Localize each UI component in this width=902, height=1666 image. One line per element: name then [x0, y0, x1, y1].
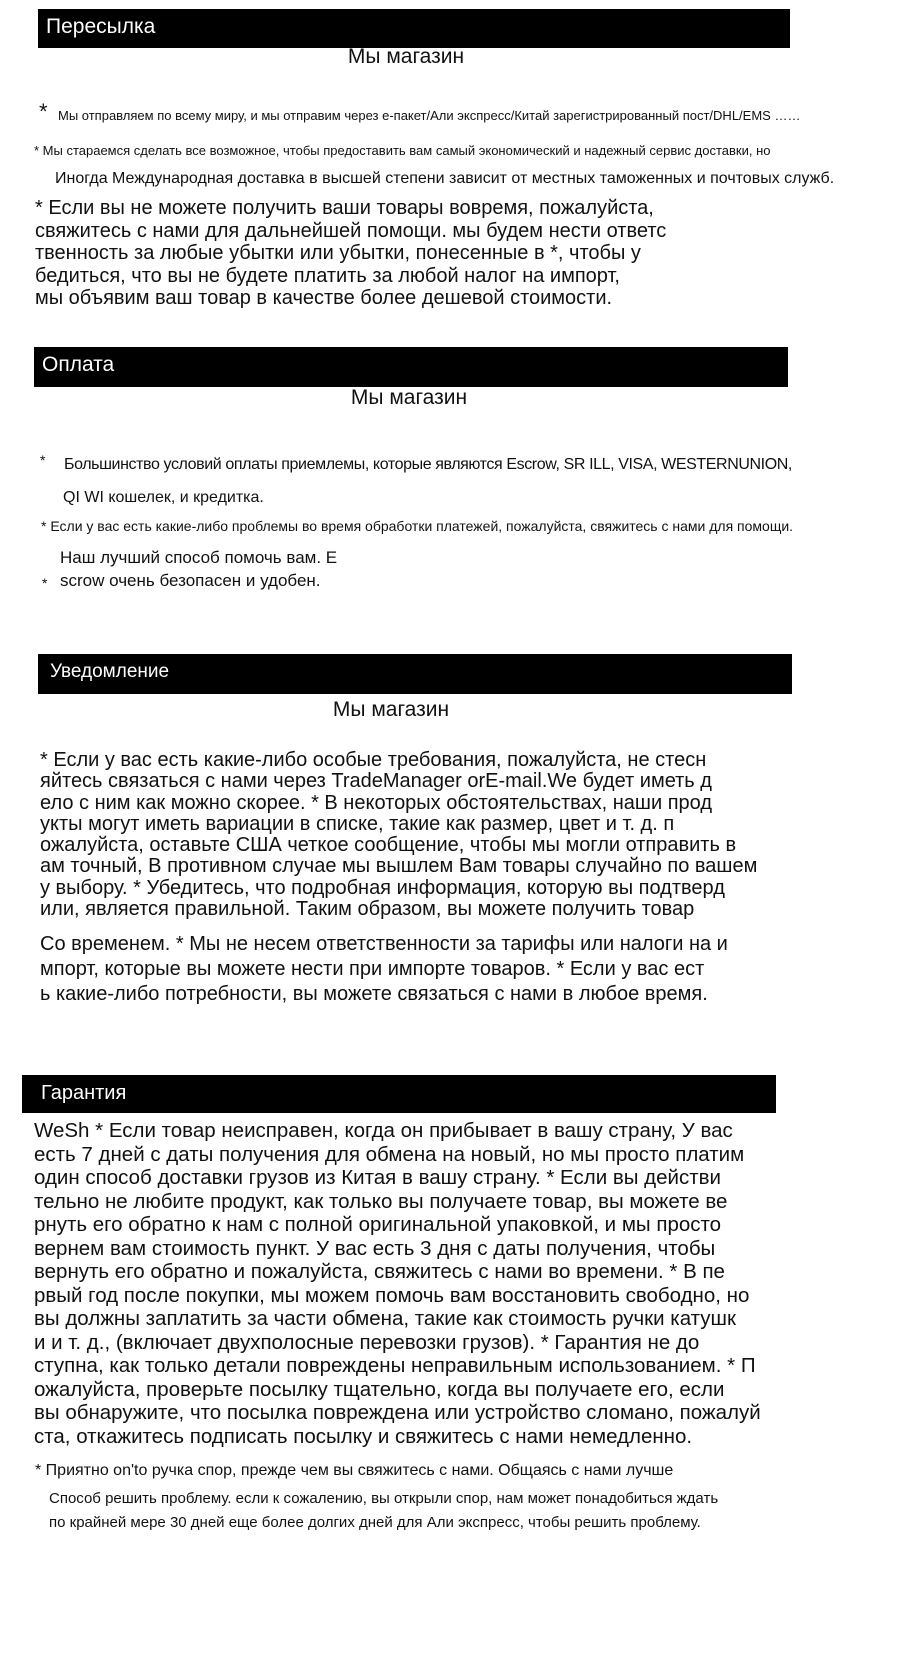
shipping-line-2: * Мы стараемся сделать все возможное, чтобы предоставить вам самый экономический и надежный сервис доставки, но: [34, 143, 771, 158]
paragraph-line: * Если вы не можете получить ваши товары вовремя, пожалуйста,: [35, 197, 654, 219]
paragraph-line: или, является правильной. Таким образом, вы можете получить товар: [40, 898, 695, 921]
paragraph-line: ь какие-либо потребности, вы можете связаться с нами в любое время.: [40, 983, 708, 1005]
warranty-paragraph: [34, 1119, 761, 1448]
paragraph-line: мы объявим ваш товар в качестве более дешевой стоимости.: [35, 287, 613, 309]
paragraph-line: ожалуйста, оставьте США четкое сообщение, чтобы мы могли отправить в: [40, 834, 737, 857]
bullet-star: *: [40, 452, 46, 468]
section-header-notice: [38, 654, 792, 692]
paragraph-line: мпорт, которые вы можете нести при импорте товаров. * Если у вас ест: [40, 958, 705, 980]
section-header-payment: [34, 347, 788, 385]
paragraph-line: яйтесь связаться с нами через TradeManager orE-mail.We будет иметь д: [40, 770, 712, 793]
shipping-line-3: Иногда Международная доставка в высшей степени зависит от местных таможенных и почтовых служб.: [55, 170, 835, 187]
warranty-line-2: Способ решить проблему. если к сожалению, вы открыли спор, нам может понадобиться ждать: [49, 1490, 719, 1507]
paragraph-line: Со временем. * Мы не несем ответственности за тарифы или налоги на и: [40, 933, 728, 955]
paragraph-line: ожалуйста, проверьте посылку тщательно, когда вы получаете его, если: [34, 1377, 725, 1401]
paragraph-line: один способ доставки грузов из Китая в вашу страну. * Если вы действи: [34, 1166, 721, 1189]
paragraph-line: твенность за любые убытки или убытки, понесенные в *, чтобы у: [35, 242, 641, 264]
paragraph-line: есть 7 дней с даты получения для обмена на новый, но мы просто платим: [34, 1142, 745, 1166]
paragraph-line: свяжитесь с нами для дальнейшей помощи. мы будем нести ответс: [35, 219, 667, 242]
paragraph-line: ело с ним как можно скорее. * В некоторых обстоятельствах, наши прод: [40, 791, 713, 814]
shipping-paragraph: [35, 197, 666, 310]
paragraph-line: WeSh * Если товар неисправен, когда он прибывает в вашу страну, У вас: [34, 1119, 733, 1142]
section-subtitle: Мы магазин: [350, 386, 468, 409]
divider: [38, 692, 792, 694]
shipping-line-1: Мы отправляем по всему миру, и мы отправим через е-пакет/Али экспресс/Китай зарегистрированный пост/DHL/EMS ……: [58, 108, 801, 123]
warranty-line-1: * Приятно on'to ручка спор, прежде чем вы свяжитесь с нами. Общаясь с нами лучше: [35, 1462, 674, 1479]
paragraph-line: укты могут иметь вариации в списке, такие как размер, цвет и т. д. п: [40, 812, 675, 835]
payment-line-2: QI WI кошелек, и кредитка.: [63, 489, 264, 506]
paragraph-line: рвый год после покупки, мы можем помочь вам восстановить свободно, но: [34, 1283, 750, 1307]
paragraph-line: у выбору. * Убедитесь, что подробная информация, которую вы подтверд: [40, 876, 725, 899]
section-subtitle: Мы магазин: [332, 698, 450, 721]
bullet-star: *: [42, 575, 48, 591]
payment-line-1: Большинство условий оплаты приемлемы, которые являются Escrow, SR ILL, VISA, WESTERNUNION,: [64, 456, 792, 473]
paragraph-line: * Если у вас есть какие-либо особые требования, пожалуйста, не стесн: [40, 749, 707, 771]
paragraph-line: вы должны заплатить за части обмена, такие как стоимость ручки катушк: [34, 1307, 736, 1330]
paragraph-line: вернем вам стоимость пункт. У вас есть 3 дня с даты получения, чтобы: [34, 1236, 716, 1260]
section-subtitle: Мы магазин: [347, 45, 465, 68]
payment-line-3: * Если у вас есть какие-либо проблемы во время обработки платежей, пожалуйста, свяжитесь с нами для помощи.: [41, 518, 794, 534]
paragraph-line: ступна, как только детали повреждены неправильным использованием. * П: [34, 1354, 756, 1377]
bullet-star: *: [39, 99, 48, 124]
paragraph-line: ста, откажитесь подписать посылку и свяжитесь с нами немедленно.: [34, 1424, 693, 1448]
section-header-warranty: [22, 1075, 776, 1113]
section-title: Гарантия: [41, 1082, 127, 1104]
paragraph-line: рнуть его обратно к нам с полной оригинальной упаковкой, и мы просто: [34, 1213, 722, 1236]
section-title: Пересылка: [46, 15, 156, 38]
payment-line-5: scrow очень безопасен и удобен.: [60, 571, 321, 590]
notice-paragraph-2: [40, 932, 728, 1007]
paragraph-line: вы обнаружите, что посылка повреждена или устройство сломано, пожалуй: [34, 1401, 761, 1424]
paragraph-line: вернуть его обратно и пожалуйста, свяжитесь с нами во времени. * В пе: [34, 1260, 725, 1283]
section-title: Уведомление: [50, 661, 170, 682]
notice-paragraph: [40, 750, 757, 920]
paragraph-line: ам точный, В противном случае мы вышлем Вам товары случайно по вашем: [40, 855, 758, 878]
paragraph-line: тельно не любите продукт, как только вы получаете товар, вы можете ве: [34, 1189, 728, 1213]
payment-line-4: Наш лучший способ помочь вам. E: [60, 548, 338, 567]
paragraph-line: и и т. д., (включает двухполосные перевозки грузов). * Гарантия не до: [34, 1330, 700, 1354]
warranty-line-3: по крайней мере 30 дней еще более долгих дней для Али экспресс, чтобы решить проблему.: [49, 1514, 701, 1531]
paragraph-line: бедиться, что вы не будете платить за любой налог на импорт,: [35, 264, 620, 287]
section-header-shipping: [38, 9, 790, 47]
section-title: Оплата: [42, 353, 115, 376]
